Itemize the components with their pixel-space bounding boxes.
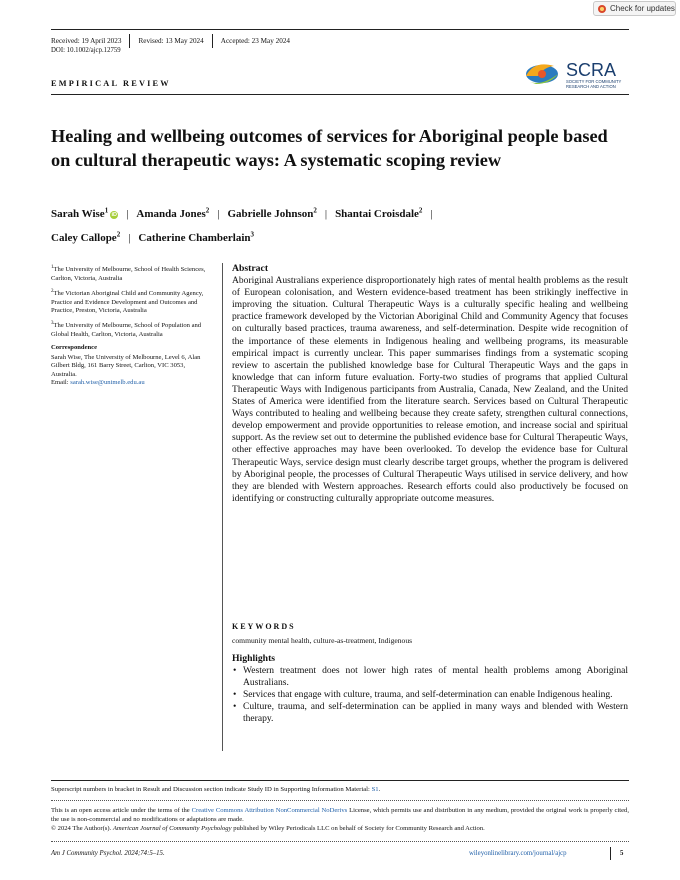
correspondence: Sarah Wise, The University of Melbourne, Level 6, Alan Gilbert Bldg, 161 Barry Street, Carlton, VIC 3053, Australia. Email: sarah.wise@unimelb.edu.au	[51, 353, 201, 387]
footer-divider	[51, 841, 629, 842]
check-for-updates-button[interactable]	[593, 1, 676, 16]
section-rule	[51, 94, 629, 95]
highlights-heading: Highlights	[232, 653, 276, 664]
author-list: Sarah Wise$^1$iD | Amanda Jones$^2$ | Gabrielle Johnson$^2$ | Shantai Croisdale$^2$ | Caley Callope$^2$ | Catherine Chamberlain$^3$	[51, 206, 433, 245]
svg-text:RESEARCH AND ACTION: RESEARCH AND ACTION	[566, 84, 616, 89]
scra-logo-mark	[520, 54, 632, 92]
revised-date: Revised: 13 May 2024	[138, 37, 204, 45]
article-title: Healing and wellbeing outcomes of services for Aboriginal people based on cultural therapeutic ways: A systematic scoping review	[51, 126, 608, 170]
journal-citation: Am J Community Psychol. 2024;74:5–15.	[51, 850, 165, 857]
email-link[interactable]: sarah.wise@unimelb.edu.au	[70, 379, 145, 387]
article-dates	[51, 34, 298, 48]
journal-url-link[interactable]: wileyonlinelibrary.com/journal/ajcp	[469, 850, 567, 857]
author[interactable]: Gabrielle Johnson$^2$	[227, 206, 317, 220]
abstract	[232, 263, 628, 505]
section-label: EMPIRICAL REVIEW	[51, 79, 171, 88]
license-divider	[51, 800, 629, 801]
scra-logo	[520, 54, 632, 92]
highlights	[232, 653, 628, 726]
license-link[interactable]: Creative Commons Attribution NonCommercial NoDerivs	[191, 807, 348, 814]
doi: DOI: 10.1002/ajcp.12759	[51, 47, 121, 54]
affiliation: $^2$The Victorian Aboriginal Child and Community Agency, Practice and Evidence Development and Outcomes and Practice, Preston, Victoria, Australia	[51, 289, 204, 314]
affiliation: $^3$The University of Melbourne, School of Population and Global Health, Carlton, Victoria, Australia	[51, 321, 202, 338]
supporting-info-link[interactable]: S1	[371, 786, 379, 793]
author[interactable]: Caley Callope$^2$	[51, 230, 121, 245]
abstract-heading: Abstract	[232, 263, 269, 274]
orcid-icon[interactable]: iD	[111, 211, 117, 218]
footnote-rule	[51, 780, 629, 781]
author[interactable]: Amanda Jones$^2$	[136, 206, 210, 220]
keywords-heading: KEYWORDS	[232, 622, 296, 631]
crossmark-icon	[598, 5, 606, 13]
author[interactable]: Catherine Chamberlain$^3$	[138, 230, 255, 245]
journal-name: American Journal of Community Psychology	[112, 825, 232, 833]
author[interactable]: Shantai Croisdale$^2$	[335, 206, 423, 220]
footnote: Superscript numbers in bracket in Result and Discussion section indicate Study ID in Supporting Information Material: S1.	[51, 786, 381, 793]
page-number: 5	[620, 850, 624, 857]
accepted-date: Accepted: 23 May 2024	[220, 37, 291, 45]
abstract-text: Aboriginal Australians experience disproportionately high rates of mental health problems as the result of European colonisation, and Western evidence-based treatment has been strikingly ineffective in improving the situation. Cultural Therapeutic Ways is a culturally specific healing and wellbeing practice framework developed by the Victorian Aboriginal Child and Community Agency that focuses on culturally based practices, trauma awareness, and self-determination. Despite wide recognition of the importance of these elements in Indigenous healing and wellbeing programs, its measurable empirical impact is currently unclear. This paper summarises findings from a systematic scoping review to ascertain the published knowledge base for Cultural Therapeutic Ways and the gaps in knowledge that can inform future evaluation. Forty-two studies of programs that applied Cultural Therapeutic Ways with Indigenous participants from Australia, Canada, New Zealand, and the United States of America were identified from the literature search. Services based on Cultural Therapeutic Ways contributed to healing and wellbeing because they create safety, strengthen cultural connections, develop empowerment and provide opportunities to release emotion, and increase social and spiritual support. As the review set out to determine the published evidence base for Cultural Therapeutic Ways, other effective approaches may have been overlooked. To develop the evidence base for Cultural Therapeutic Ways, service design must clearly describe target groups, whether the program is delivered by Aboriginal people, the processes of Cultural Therapeutic Ways utilised in service delivery, and how they are blended with Western approaches. Research efforts could also productively be focused on identifying or constructing culturally appropriate outcome measures.	[232, 275, 628, 504]
correspondence-heading: Correspondence	[51, 344, 98, 352]
highlight-item: • Western treatment does not lower high rates of mental health problems among Aboriginal Australians.	[232, 665, 628, 689]
highlight-item: • Services that engage with culture, trauma, and self-determination can enable Indigenous healing.	[232, 689, 628, 701]
svg-text:SCRA: SCRA	[566, 60, 617, 80]
svg-text:SOCIETY FOR COMMUNITY: SOCIETY FOR COMMUNITY	[566, 79, 622, 84]
license-notice: This is an open access article under the terms of the Creative Commons Attribution NonCommercial NoDerivs License, which permits use and distribution in any medium, provided the original work is properly cited, the use is non-commercial and no modifications or adaptations are made. © 2024 The Author(s). American Journal of Community Psychology published by Wiley Periodicals LLC on behalf of Society for Community Research and Action.	[51, 807, 629, 833]
author[interactable]: Sarah Wise$^1$	[51, 206, 109, 220]
affiliation: $^1$The University of Melbourne, School of Health Sciences, Carlton, Victoria, Australia	[51, 265, 206, 282]
check-for-updates-label: Check for updates	[610, 4, 675, 13]
top-rule	[51, 29, 629, 30]
column-divider	[222, 263, 223, 751]
keywords: community mental health, culture-as-treatment, Indigenous	[232, 636, 413, 645]
received-date: Received: 19 April 2023	[51, 37, 122, 45]
affiliations	[51, 264, 211, 392]
highlight-item: • Culture, trauma, and self-determination can be applied in many ways and blended with Western therapy.	[232, 701, 628, 725]
footer-separator	[610, 847, 611, 860]
